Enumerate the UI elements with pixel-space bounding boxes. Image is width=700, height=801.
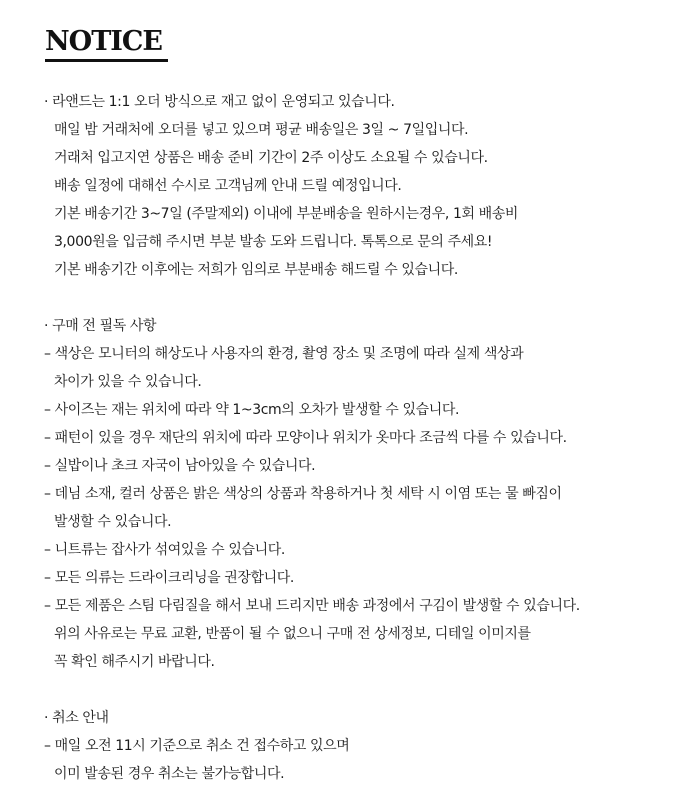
purchase-item-denim-cont: 발생할 수 있습니다.: [54, 514, 172, 530]
section-heading-cancel: · 취소 안내: [44, 710, 109, 726]
shipping-line-2: 매일 밤 거래처에 오더를 넣고 있으며 평균 배송일은 3일 ~ 7일입니다.: [54, 122, 469, 138]
purchase-item-color-cont: 차이가 있을 수 있습니다.: [54, 374, 202, 390]
purchase-item-knit: – 니트류는 잡사가 섞여있을 수 있습니다.: [44, 542, 285, 558]
shipping-line-6: 3,000원을 입금해 주시면 부분 발송 도와 드립니다. 톡톡으로 문의 주세요!: [54, 234, 493, 250]
section-heading-purchase: · 구매 전 필독 사항: [44, 318, 157, 334]
purchase-item-steam-cont-2: 꼭 확인 해주시기 바랍니다.: [54, 654, 215, 670]
cancel-item-1: – 매일 오전 11시 기준으로 취소 건 접수하고 있으며: [44, 738, 350, 754]
purchase-item-dryclean: – 모든 의류는 드라이크리닝을 권장합니다.: [44, 570, 294, 586]
cancel-item-1-cont: 이미 발송된 경우 취소는 불가능합니다.: [54, 766, 285, 782]
shipping-line-5: 기본 배송기간 3~7일 (주말제외) 이내에 부분배송을 원하시는경우, 1회 배송비: [54, 206, 519, 222]
purchase-item-steam-cont-1: 위의 사유로는 무료 교환, 반품이 될 수 없으니 구매 전 상세정보, 디테일 이미지를: [54, 626, 531, 642]
purchase-item-size: – 사이즈는 재는 위치에 따라 약 1~3cm의 오차가 발생할 수 있습니다.: [44, 402, 460, 418]
purchase-item-steam: – 모든 제품은 스팀 다림질을 해서 보내 드리지만 배송 과정에서 구김이 발생할 수 있습니다.: [44, 598, 580, 614]
title-underline: [45, 59, 168, 62]
shipping-line-4: 배송 일정에 대해선 수시로 고객님께 안내 드릴 예정입니다.: [54, 178, 402, 194]
purchase-item-color: – 색상은 모니터의 해상도나 사용자의 환경, 촬영 장소 및 조명에 따라 실제 색상과: [44, 346, 524, 362]
notice-title: NOTICE: [45, 26, 162, 57]
purchase-item-thread: – 실밥이나 초크 자국이 남아있을 수 있습니다.: [44, 458, 316, 474]
purchase-item-denim: – 데님 소재, 컬러 상품은 밝은 색상의 상품과 착용하거나 첫 세탁 시 이염 또는 물 빠짐이: [44, 486, 562, 502]
shipping-line-3: 거래처 입고지연 상품은 배송 준비 기간이 2주 이상도 소요될 수 있습니다.: [54, 150, 488, 166]
purchase-item-pattern: – 패턴이 있을 경우 재단의 위치에 따라 모양이나 위치가 옷마다 조금씩 다를 수 있습니다.: [44, 430, 567, 446]
shipping-line-1: · 라앤드는 1:1 오더 방식으로 재고 없이 운영되고 있습니다.: [44, 94, 395, 110]
shipping-line-7: 기본 배송기간 이후에는 저희가 임의로 부분배송 해드릴 수 있습니다.: [54, 262, 458, 278]
